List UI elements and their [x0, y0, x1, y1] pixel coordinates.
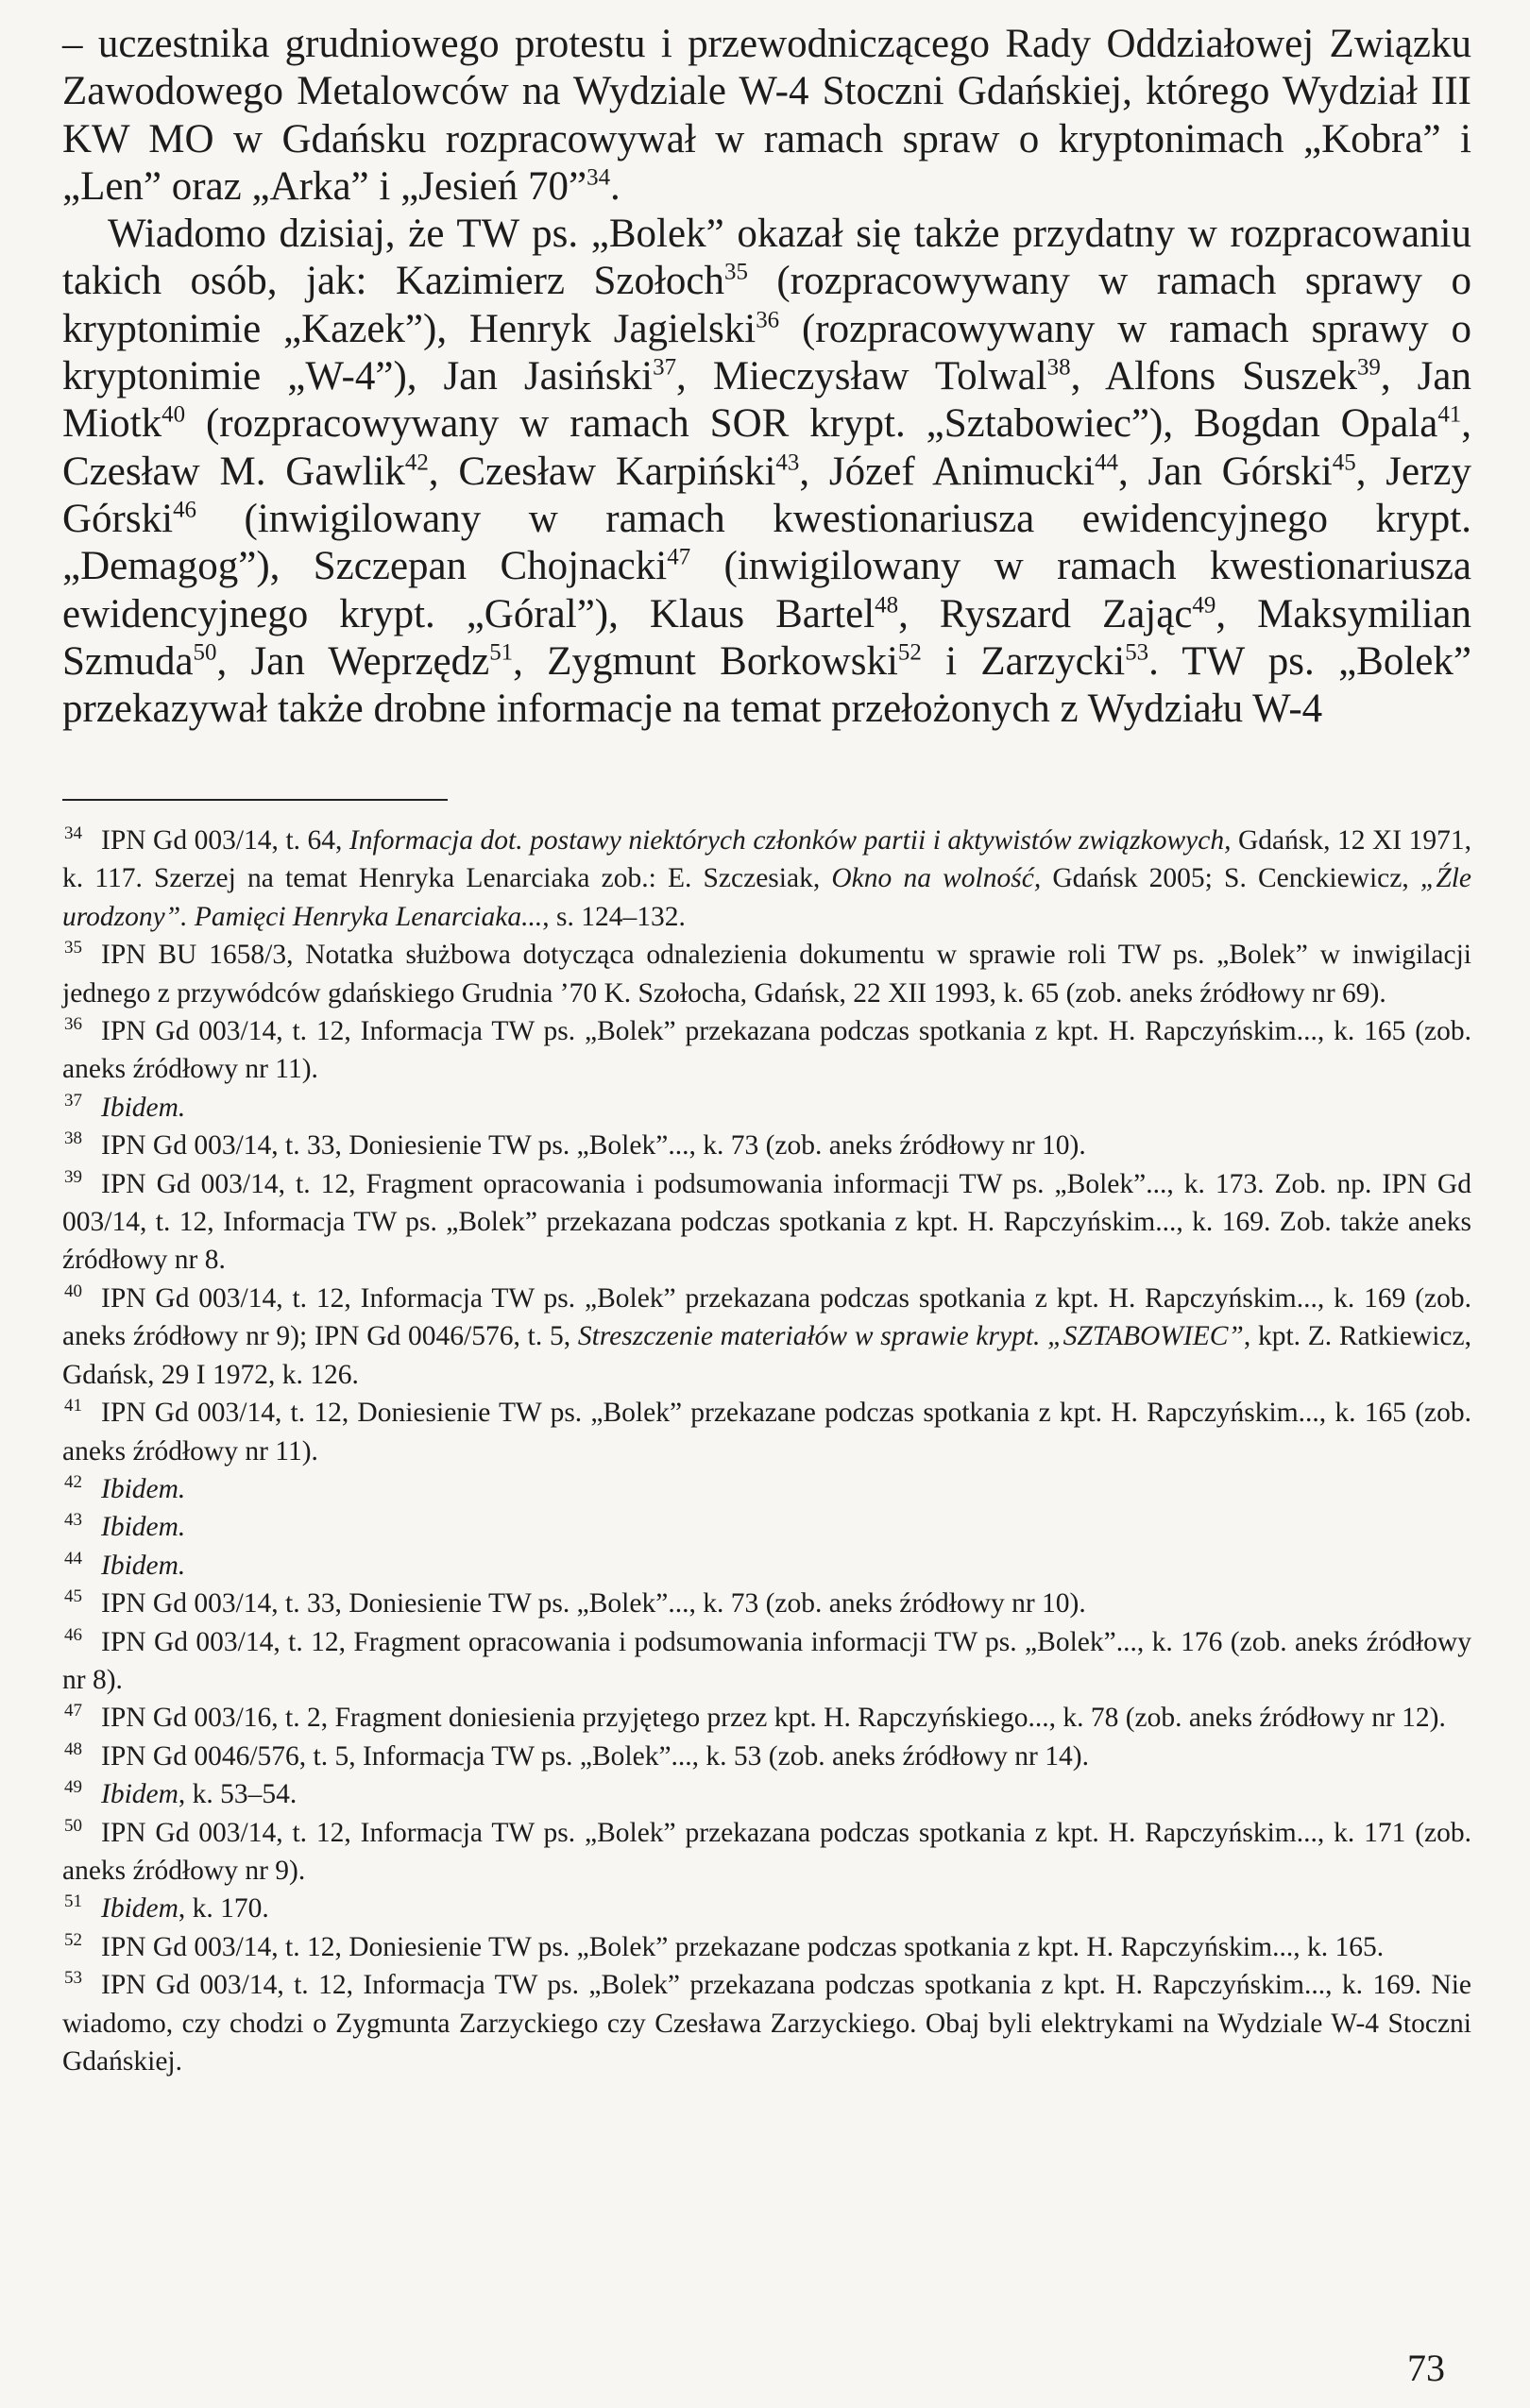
footnote-title: Ibidem	[101, 1893, 178, 1925]
footnote-ref[interactable]: 53	[1125, 639, 1149, 666]
footnote-text: Gdańsk, 12 XI 1971, k. 117. Szerzej na temat Henryka Lenarciaka zob.: E. Szczesiak,	[62, 825, 1472, 894]
paragraph-text: , Czesław M. Gawlik	[62, 401, 1471, 494]
footnote-43: 43 Ibidem.	[64, 1510, 186, 1543]
footnote-title: Ibidem	[101, 1779, 178, 1810]
footnote-text: IPN Gd 003/14, t. 12, Informacja TW ps. „Bolek” przekazana podczas spotkania z kpt. H. Rapczyńskim..., k. 169 (zob. aneks źródłowy nr 9); IPN Gd 0046/576, t. 5,	[62, 1282, 1471, 1352]
footnote-title: Okno na wolność,	[831, 863, 1042, 894]
footnote-51: 51 Ibidem, k. 170.	[64, 1891, 269, 1925]
footnote-ref[interactable]: 50	[193, 639, 217, 666]
footnote-ref[interactable]: 44	[1095, 449, 1118, 476]
footnote-text: IPN Gd 003/14, t. 12, Informacja TW ps. „Bolek” przekazana podczas spotkania z kpt. H. Rapczyńskim..., k. 165 (zob. aneks źródłowy nr 11).	[62, 1016, 1471, 1085]
paragraph-text: (rozpracowywany w ramach SOR krypt. „Sztabowiec”), Bogdan Opala	[185, 401, 1438, 447]
footnote-title: Ibidem.	[101, 1092, 186, 1123]
footnote-text: IPN Gd 003/14, t. 12, Fragment opracowania i podsumowania informacji TW ps. „Bolek”..., k. 176 (zob. aneks źródłowy nr 8).	[62, 1626, 1471, 1695]
paragraph-text: , Zygmunt Borkowski	[513, 638, 898, 684]
footnote-52: 52 IPN Gd 003/14, t. 12, Doniesienie TW ps. „Bolek” przekazane podczas spotkania z kpt. H. Rapczyńskim..., k. 165.	[64, 1929, 1385, 1962]
paragraph-text: .	[610, 163, 620, 209]
footnote-ref[interactable]: 52	[897, 639, 922, 666]
footnote-text: IPN Gd 003/16, t. 2, Fragment doniesienia przyjętego przez kpt. H. Rapczyńskiego..., k. 78 (zob. aneks źródłowy nr 12).	[101, 1703, 1446, 1734]
footnote-text: , k. 53–54.	[178, 1779, 298, 1810]
paragraph-text: (inwigilowany w ramach kwestionariusza ewidencyjnego krypt. „Demagog”), Szczepan Chojnacki	[62, 496, 1471, 589]
paragraph-text: , Alfons Suszek	[1070, 354, 1357, 399]
footnote-47: 47 IPN Gd 003/16, t. 2, Fragment doniesienia przyjętego przez kpt. H. Rapczyńskiego..., k. 78 (zob. aneks źródłowy nr 12).	[64, 1701, 1446, 1734]
footnote-text: IPN Gd 0046/576, t. 5, Informacja TW ps. „Bolek”..., k. 53 (zob. aneks źródłowy nr 14).	[101, 1740, 1089, 1772]
footnote-title: Ibidem.	[101, 1512, 186, 1543]
footnote-ref[interactable]: 49	[1192, 592, 1216, 619]
footnote-50: 50 IPN Gd 003/14, t. 12, Informacja TW ps. „Bolek” przekazana podczas spotkania z kpt. H. Rapczyńskim..., k. 171 (zob. aneks źródłowy nr 9).	[62, 1815, 1471, 1886]
paragraph-text: , Maksymilian Szmuda	[62, 591, 1471, 684]
footnote-40: 40 IPN Gd 003/14, t. 12, Informacja TW ps. „Bolek” przekazana podczas spotkania z kpt. H. Rapczyńskim..., k. 169 (zob. aneks źródłowy nr 9); IPN Gd 0046/576, t. 5, Streszczenie materiałów w sprawie krypt. „SZTABOWIEC”, kpt. Z. Ratkiewicz, Gdańsk, 29 I 1972, k. 126.	[62, 1280, 1471, 1390]
footnote-text: Gdańsk 2005; S. Cenckiewicz,	[1041, 863, 1420, 894]
footnote-ref[interactable]: 43	[775, 449, 800, 476]
paragraph-main	[62, 211, 1471, 733]
paragraph-text: . TW ps. „Bolek” przekazywał także drobne informacje na temat przełożonych z Wydziału W-4	[62, 638, 1471, 732]
footnote-ref[interactable]: 39	[1356, 354, 1381, 381]
footnote-text: IPN Gd 003/14, t. 33, Doniesienie TW ps. „Bolek”..., k. 73 (zob. aneks źródłowy nr 10).	[101, 1130, 1086, 1162]
paragraph-text: , Mieczysław Tolwal	[676, 354, 1047, 399]
footnote-text: IPN Gd 003/14, t. 12, Informacja TW ps. „Bolek” przekazana podczas spotkania z kpt. H. Rapczyńskim..., k. 169. Nie wiadomo, czy chodzi o Zygmunta Zarzyckiego czy Czesława Zarzyckiego. Obaj byli elektrykami na Wydziale W-4 Stoczni Gdańskiej.	[62, 1970, 1471, 2077]
footnote-title: Ibidem.	[101, 1550, 186, 1581]
footnote-38: 38 IPN Gd 003/14, t. 33, Doniesienie TW ps. „Bolek”..., k. 73 (zob. aneks źródłowy nr 10).	[64, 1128, 1086, 1162]
footnote-37: 37 Ibidem.	[64, 1090, 186, 1123]
footnote-text: , kpt. Z. Ratkiewicz, Gdańsk, 29 I 1972, k. 126.	[62, 1321, 1471, 1390]
paragraph-text: (rozpracowywany w ramach sprawy o kryptonimie „Kazek”), Henryk Jagielski	[62, 259, 1471, 351]
footnote-34: 34 IPN Gd 003/14, t. 64, Informacja dot. postawy niektórych członków partii i aktywistów związkowych, Gdańsk, 12 XI 1971, k. 117. Szerzej na temat Henryka Lenarciaka zob.: E. Szczesiak, Okno na wolność, Gdańsk 2005; S. Cenckiewicz, „Źle urodzony”. Pamięci Henryka Lenarciaka..., s. 124–132.	[62, 823, 1472, 932]
footnote-ref[interactable]: 38	[1046, 354, 1071, 381]
footnote-ref[interactable]: 35	[724, 260, 748, 286]
footnote-ref[interactable]: 41	[1437, 402, 1462, 429]
footnote-48: 48 IPN Gd 0046/576, t. 5, Informacja TW ps. „Bolek”..., k. 53 (zob. aneks źródłowy nr 14).	[64, 1738, 1089, 1772]
footnote-text: IPN Gd 003/14, t. 64,	[101, 825, 349, 856]
footnote-39: 39 IPN Gd 003/14, t. 12, Fragment opracowania i podsumowania informacji TW ps. „Bolek”..., k. 173. Zob. np. IPN Gd 003/14, t. 12, Informacja TW ps. „Bolek” przekazana podczas spotkania z kpt. H. Rapczyńskim..., k. 169. Zob. także aneks źródłowy nr 8.	[62, 1166, 1471, 1276]
footnote-ref[interactable]: 37	[653, 354, 677, 381]
footnote-53: 53 IPN Gd 003/14, t. 12, Informacja TW ps. „Bolek” przekazana podczas spotkania z kpt. H. Rapczyńskim..., k. 169. Nie wiadomo, czy chodzi o Zygmunta Zarzyckiego czy Czesława Zarzyckiego. Obaj byli elektrykami na Wydziale W-4 Stoczni Gdańskiej.	[62, 1968, 1471, 2077]
paragraph-text: , Jan Miotk	[62, 354, 1472, 447]
paragraph-text: (inwigilowany w ramach kwestionariusza ewidencyjnego krypt. „Góral”), Klaus Bartel	[62, 544, 1471, 636]
paragraph-text: , Ryszard Zając	[898, 591, 1193, 636]
footnote-41: 41 IPN Gd 003/14, t. 12, Doniesienie TW ps. „Bolek” przekazane podczas spotkania z kpt. H. Rapczyńskim..., k. 165 (zob. aneks źródłowy nr 11).	[62, 1396, 1471, 1467]
footnotes	[62, 822, 1471, 2080]
main-text	[62, 21, 1471, 733]
footnote-ref[interactable]: 40	[162, 402, 186, 429]
footnote-separator	[62, 799, 448, 801]
footnote-text: , s. 124–132.	[542, 901, 686, 932]
footnote-ref[interactable]: 34	[586, 164, 611, 191]
footnote-ref[interactable]: 36	[756, 307, 780, 333]
paragraph-text: – uczestnika grudniowego protestu i przewodniczącego Rady Oddziałowej Związku Zawodowego Metalowców na Wydziale W-4 Stoczni Gdańskiej, którego Wydział III KW MO w Gdańsku rozpracowywał w ramach spraw o kryptonimach „Kobra” i „Len” oraz „Arka” i „Jesień 70”	[62, 22, 1471, 209]
footnote-46: 46 IPN Gd 003/14, t. 12, Fragment opracowania i podsumowania informacji TW ps. „Bolek”..., k. 176 (zob. aneks źródłowy nr 8).	[62, 1624, 1471, 1695]
footnote-text: IPN Gd 003/14, t. 12, Doniesienie TW ps. „Bolek” przekazane podczas spotkania z kpt. H. Rapczyńskim..., k. 165.	[101, 1931, 1385, 1962]
page-number: 73	[1407, 2347, 1445, 2389]
footnote-ref[interactable]: 46	[173, 497, 196, 523]
footnote-ref[interactable]: 48	[875, 592, 899, 619]
footnote-ref[interactable]: 51	[489, 639, 514, 666]
footnote-text: , k. 170.	[178, 1893, 269, 1925]
paragraph-text: Wiadomo dzisiaj, że TW ps. „Bolek” okazał się także przydatny w rozpracowaniu takich osób, jak: Kazimierz Szołoch	[62, 212, 1471, 304]
paragraph-text: , Czesław Karpiński	[428, 449, 776, 494]
paragraph-text: , Józef Animucki	[799, 449, 1096, 494]
footnote-42: 42 Ibidem.	[64, 1471, 186, 1504]
paragraph-text: (rozpracowywany w ramach sprawy o kryptonimie „W-4”), Jan Jasiński	[62, 306, 1471, 399]
footnote-text: IPN Gd 003/14, t. 33, Doniesienie TW ps. „Bolek”..., k. 73 (zob. aneks źródłowy nr 10).	[101, 1588, 1086, 1619]
footnote-36: 36 IPN Gd 003/14, t. 12, Informacja TW ps. „Bolek” przekazana podczas spotkania z kpt. H. Rapczyńskim..., k. 165 (zob. aneks źródłowy nr 11).	[62, 1014, 1471, 1085]
footnote-44: 44 Ibidem.	[64, 1548, 186, 1581]
footnote-35: 35 IPN BU 1658/3, Notatka służbowa dotycząca odnalezienia dokumentu w sprawie roli TW ps. „Bolek” w inwigilacji jednego z przywódców gdańskiego Grudnia ’70 K. Szołocha, Gdańsk, 22 XII 1993, k. 65 (zob. aneks źródłowy nr 69).	[62, 938, 1471, 1009]
footnote-ref[interactable]: 42	[404, 449, 429, 476]
footnote-title: Informacja dot. postawy niektórych członków partii i aktywistów związkowych,	[348, 825, 1232, 856]
footnote-ref[interactable]: 45	[1332, 449, 1356, 476]
footnote-text: IPN BU 1658/3, Notatka służbowa dotycząca odnalezienia dokumentu w sprawie roli TW ps. „Bolek” w inwigilacji jednego z przywódców gdańskiego Grudnia ’70 K. Szołocha, Gdańsk, 22 XII 1993, k. 65 (zob. aneks źródłowy nr 69).	[62, 940, 1471, 1009]
footnote-text: IPN Gd 003/14, t. 12, Informacja TW ps. „Bolek” przekazana podczas spotkania z kpt. H. Rapczyńskim..., k. 171 (zob. aneks źródłowy nr 9).	[62, 1817, 1471, 1886]
footnote-title: Ibidem.	[101, 1473, 186, 1504]
paragraph-text: , Jan Górski	[1118, 449, 1333, 494]
footnote-title: Streszczenie materiałów w sprawie krypt. „SZTABOWIEC”	[577, 1321, 1244, 1352]
paragraph-text: i Zarzycki	[921, 638, 1126, 684]
footnote-text: IPN Gd 003/14, t. 12, Fragment opracowania i podsumowania informacji TW ps. „Bolek”..., k. 173. Zob. np. IPN Gd 003/14, t. 12, Informacja TW ps. „Bolek” przekazana podczas spotkania z kpt. H. Rapczyńskim..., k. 169. Zob. także aneks źródłowy nr 8.	[62, 1168, 1471, 1276]
footnote-ref[interactable]: 47	[667, 544, 691, 570]
footnote-49: 49 Ibidem, k. 53–54.	[64, 1777, 298, 1810]
paragraph-text: , Jerzy Górski	[62, 449, 1471, 541]
footnote-title: „Źle urodzony”. Pamięci Henryka Lenarciaka...	[62, 863, 1472, 932]
footnote-text: IPN Gd 003/14, t. 12, Doniesienie TW ps. „Bolek” przekazane podczas spotkania z kpt. H. Rapczyńskim..., k. 165 (zob. aneks źródłowy nr 11).	[62, 1398, 1471, 1467]
paragraph-text: , Jan Weprzędz	[216, 638, 490, 684]
paragraph-continuation	[62, 21, 1471, 211]
footnote-45: 45 IPN Gd 003/14, t. 33, Doniesienie TW ps. „Bolek”..., k. 73 (zob. aneks źródłowy nr 10).	[64, 1586, 1086, 1619]
